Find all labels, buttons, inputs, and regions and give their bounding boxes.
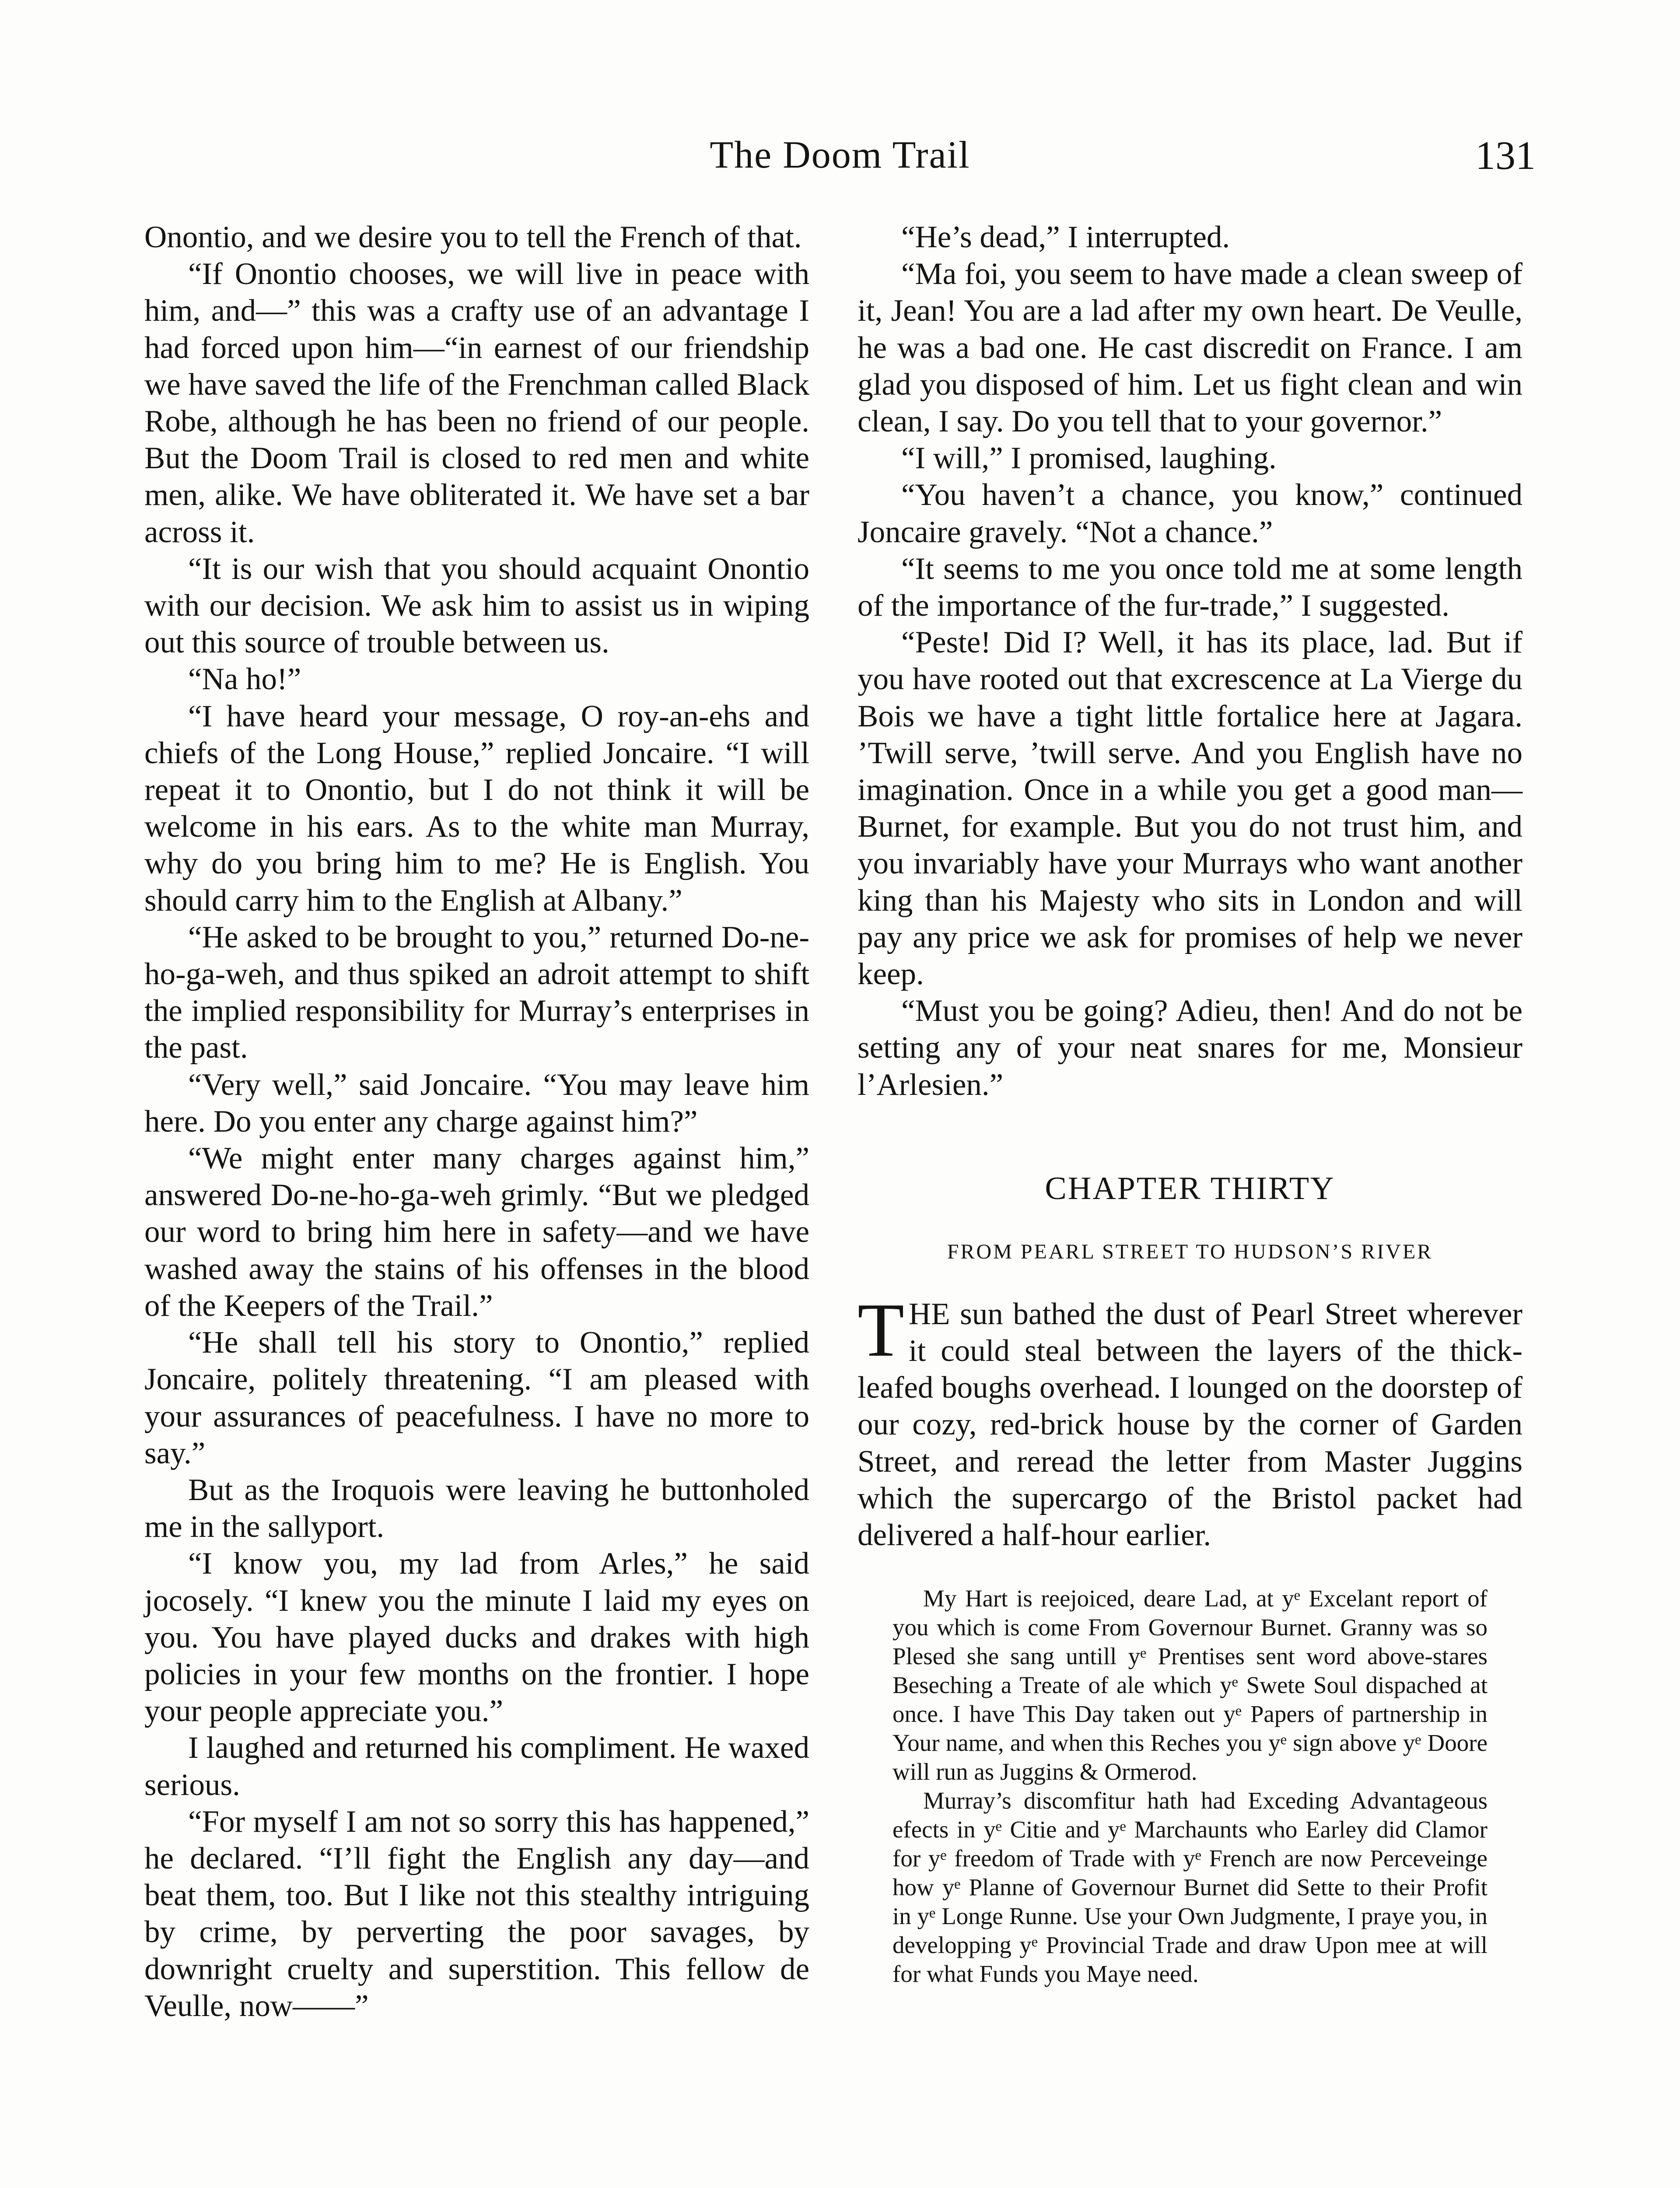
running-title: The Doom Trail (710, 134, 970, 176)
paragraph: “He asked to be brought to you,” returned Do-ne-ho-ga-weh, and thus spiked an adroit attempt to shift the implied responsibility for Murray’s enterprises in the past. (144, 920, 809, 1065)
paragraph: I laughed and returned his compliment. He waxed serious. (144, 1731, 809, 1802)
chapter-opening-paragraph (858, 1287, 1522, 1553)
paragraph: “Peste! Did I? Well, it has its place, lad. But if you have rooted out that excrescence at La Vierge du Bois we have a tight little fortalice here at Jagara. ’Twill serve, ’twill serve. And you English have no imagination. Once in a while you get a good man—Burnet, for example. But you do not trust him, and you invariably have your Murrays who want another king than his Majesty who sits in London and will pay any price we ask for promises of help we never keep. (858, 625, 1522, 992)
page-number: 131 (1475, 133, 1536, 178)
paragraph: Onontio, and we desire you to tell the French of that. (144, 220, 802, 254)
drop-cap: T (858, 1287, 904, 1372)
paragraph: But as the Iroquois were leaving he buttonholed me in the sallyport. (144, 1473, 809, 1544)
running-head (144, 131, 1536, 179)
quoted-letter (892, 1584, 1488, 1988)
chapter-title: CHAPTER THIRTY (1045, 1170, 1335, 1206)
paragraph: “Must you be going? Adieu, then! And do not be setting any of your neat snares for me, Monsieur l’Arlesien.” (858, 994, 1522, 1102)
paragraph: “You haven’t a chance, you know,” continued Joncaire gravely. “Not a chance.” (858, 478, 1522, 549)
paragraph: “I will,” I promised, laughing. (901, 441, 1277, 476)
right-column (858, 219, 1522, 1988)
paragraph: “We might enter many charges against him,” answered Do-ne-ho-ga-weh grimly. “But we pledged our word to bring him here in safety—and we have washed away the stains of his offenses in the blood of the Keepers of the Trail.” (144, 1141, 809, 1323)
paragraph: “I have heard your message, O roy-an-ehs and chiefs of the Long House,” replied Joncaire. “I will repeat it to Onontio, but I do not think it will be welcome in his ears. As to the white man Murray, why do you bring him to me? He is English. You should carry him to the English at Albany.” (144, 699, 809, 918)
paragraph: “Very well,” said Joncaire. “You may leave him here. Do you enter any charge against him?” (144, 1067, 809, 1139)
paragraph: “He’s dead,” I interrupted. (901, 220, 1230, 254)
opening-text: HE sun bathed the dust of Pearl Street wherever it could steal between the layers of the thick-leafed boughs overhead. I lounged on the doorstep of our cozy, red-brick house by the corner of Garden Street, and reread the letter from Master Juggins which the supercargo of the Bristol packet had delivered a half-hour earlier. (858, 1297, 1522, 1553)
paragraph: “It is our wish that you should acquaint Onontio with our decision. We ask him to assist us in wiping out this source of trouble between us. (144, 551, 809, 660)
chapter-subtitle: FROM PEARL STREET TO HUDSON’S RIVER (947, 1240, 1433, 1263)
letter-paragraph: Murray’s discomfitur hath had Exceding Advantageous efects in yᵉ Citie and yᵉ Marchaunts who Earley did Clamor for yᵉ freedom of Trade with yᵉ French are now Perceveinge how yᵉ Planne of Governour Burnet did Sette to their Profit in yᵉ Longe Runne. Use your Own Judgmente, I praye you, in developping yᵉ Provincial Trade and draw Upon mee at will for what Funds you Maye need. (892, 1787, 1488, 1988)
paragraph: “For myself I am not so sorry this has happened,” he declared. “I’ll fight the English any day—and beat them, too. But I like not this stealthy intriguing by crime, by perverting the poor savages, by downright cruelty and superstition. This fellow de Veulle, now——” (144, 1804, 809, 2023)
paragraph: “Ma foi, you seem to have made a clean sweep of it, Jean! You are a lad after my own heart. De Veulle, he was a bad one. He cast discredit on France. I am glad you disposed of him. Let us fight clean and win clean, I say. Do you tell that to your governor.” (858, 257, 1522, 439)
paragraph: “Na ho!” (188, 662, 301, 697)
paragraph: “He shall tell his story to Onontio,” replied Joncaire, politely threatening. “I am pleased with your assurances of peacefulness. I have no more to say.” (144, 1325, 809, 1470)
left-column (144, 219, 809, 2024)
paragraph: “If Onontio chooses, we will live in peace with him, and—” this was a crafty use of an advantage I had forced upon him—“in earnest of our friendship we have saved the life of the Frenchman called Black Robe, although he has been no friend of our people. But the Doom Trail is closed to red men and white men, alike. We have obliterated it. We have set a bar across it. (144, 257, 809, 549)
paragraph: “It seems to me you once told me at some length of the importance of the fur-trade,” I suggested. (858, 551, 1522, 623)
paragraph: “I know you, my lad from Arles,” he said jocosely. “I knew you the minute I laid my eyes on you. You have played ducks and drakes with high policies in your few months on the frontier. I hope your people appreciate you.” (144, 1546, 809, 1729)
letter-paragraph: My Hart is reejoiced, deare Lad, at yᵉ Excelant report of you which is come From Governour Burnet. Granny was so Plesed she sang untill yᵉ Prentises sent word above-stares Beseching a Treate of ale which yᵉ Swete Soul dispached at once. I have This Day taken out yᵉ Papers of partnership in Your name, and when this Reches you yᵉ sign above yᵉ Doore will run as Juggins & Ormerod. (892, 1585, 1488, 1785)
